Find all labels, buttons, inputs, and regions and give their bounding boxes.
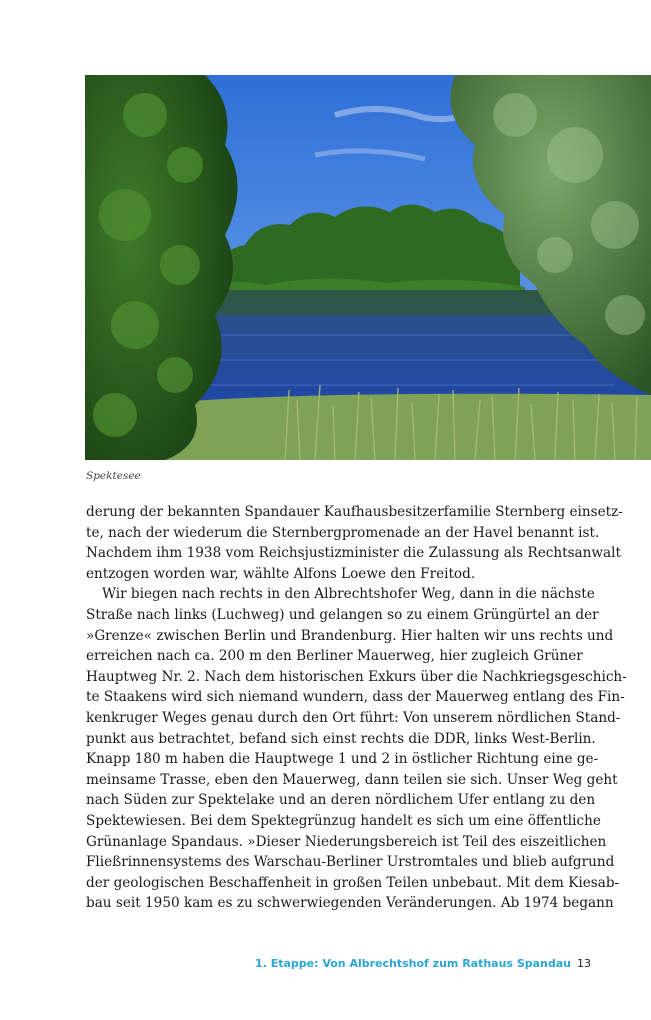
text-line: kenkruger Weges genau durch den Ort führt: Von unserem nördlichen Stand- [86,709,621,726]
text-line: entzogen worden war, wählte Alfons Loewe den Freitod. [86,565,476,582]
text-line: meinsame Trasse, eben den Mauerweg, dann teilen sie sich. Unser Weg geht [86,771,618,788]
text-line: der geologischen Beschaffenheit in großen Teilen unbebaut. Mit dem Kiesab- [86,874,620,891]
text-line: Straße nach links (Luchweg) und gelangen so zu einem Grüngürtel an der [86,606,599,623]
text-line: Grünanlage Spandaus. »Dieser Niederungsbereich ist Teil des eiszeitlichen [86,833,607,850]
text-line: erreichen nach ca. 200 m den Berliner Mauerweg, hier zugleich Grüner [86,648,583,665]
text-line: punkt aus betrachtet, befand sich einst rechts die DDR, links West-Berlin. [86,730,596,747]
page-footer [255,957,591,970]
text-line: bau seit 1950 kam es zu schwerwiegenden Veränderungen. Ab 1974 begann [86,895,614,912]
text-line: Nachdem ihm 1938 vom Reichsjustizminister die Zulassung als Rechtsanwalt [86,545,621,562]
text-line: te Staakens wird sich niemand wundern, dass der Mauerweg entlang des Fin- [86,689,625,706]
text-line: Knapp 180 m haben die Hauptwege 1 und 2 in östlicher Richtung eine ge- [86,751,599,768]
text-line: »Grenze« zwischen Berlin und Brandenburg. Hier halten wir uns rechts und [86,627,614,644]
text-line: Hauptweg Nr. 2. Nach dem historischen Exkurs über die Nachkriegsgeschich- [86,668,627,685]
body-text [86,502,627,914]
text-line: Spektewiesen. Bei dem Spektegrünzug handelt es sich um eine öffentliche [86,812,601,829]
text-line: derung der bekannten Spandauer Kaufhausbesitzerfamilie Sternberg einsetz- [86,504,623,520]
lake-photo [85,75,651,460]
photo-caption: Spektesee [86,470,141,482]
text-line: nach Süden zur Spektelake und an deren nördlichem Ufer entlang zu den [86,792,596,809]
page-number: 13 [577,957,591,970]
chapter-title: 1. Etappe: Von Albrechtshof zum Rathaus Spandau [255,957,571,970]
text-line: te, nach der wiederum die Sternbergpromenade an der Havel benannt ist. [86,524,600,541]
text-line: Wir biegen nach rechts in den Albrechtshofer Weg, dann in die nächste [102,586,595,603]
text-line: Fließrinnensystems des Warschau-Berliner Urstromtales und blieb aufgrund [86,854,615,871]
